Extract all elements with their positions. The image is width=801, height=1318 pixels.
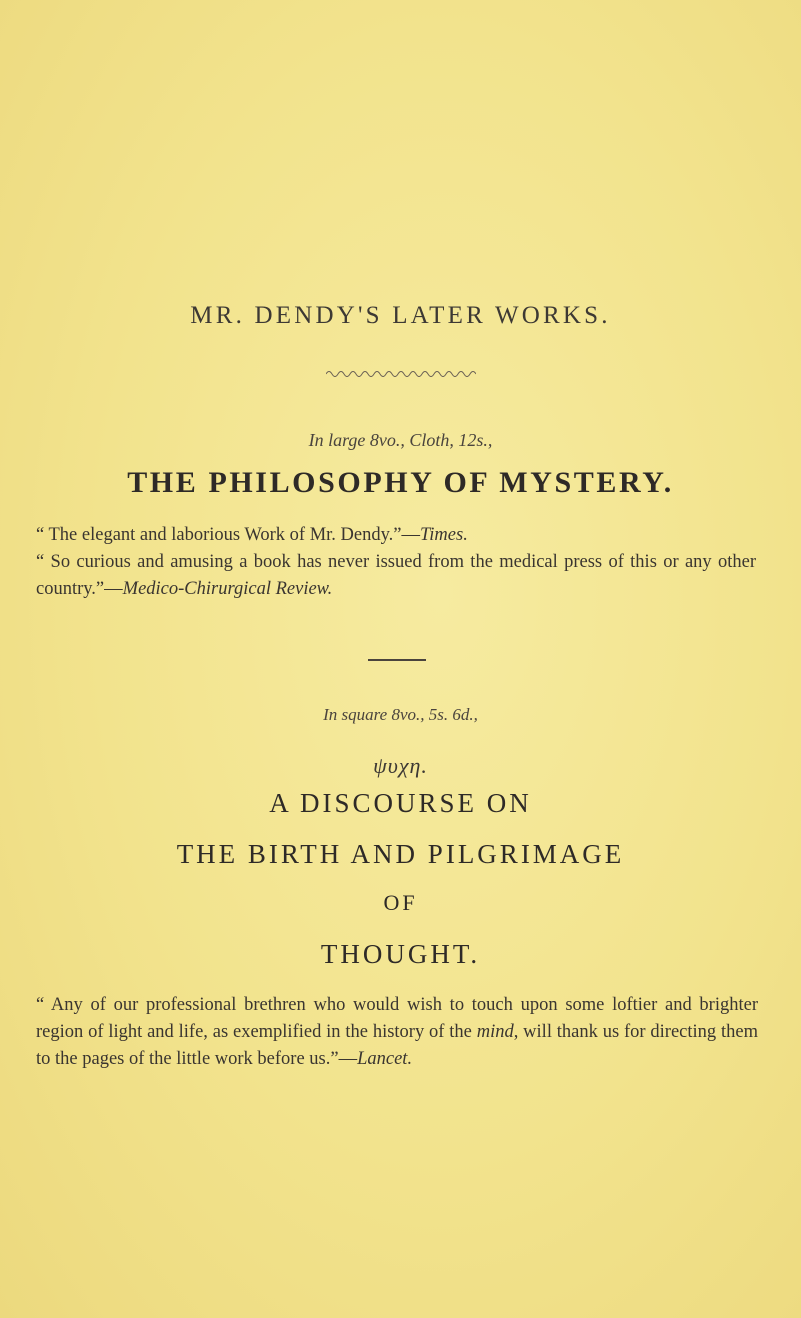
quote-text: “ So curious and amusing a book has never issued from the medical press of this or any other country.”— xyxy=(36,552,756,599)
review-quote-medico-chirurgical xyxy=(36,549,756,603)
title-philosophy-of-mystery: THE PHILOSOPHY OF MYSTERY. xyxy=(127,466,674,499)
quote-text-part-1: “ Any of our professional brethren who would wish to touch upon some loftier and brighter region of light and life, as exemplified in the history of the xyxy=(36,995,758,1042)
review-quote-times xyxy=(36,522,756,549)
series-heading: MR. DENDY'S LATER WORKS. xyxy=(190,302,611,329)
wavy-rule-ornament xyxy=(326,368,476,380)
edition-note-discourse: In square 8vo., 5s. 6d., xyxy=(323,705,478,724)
review-quote-lancet xyxy=(36,992,758,1073)
quote-text-part-2: , will thank us for directing them to the pages of the little work before us.”— xyxy=(36,1022,758,1069)
title-discourse-line-2: THE BIRTH AND PILGRIMAGE xyxy=(176,839,625,869)
title-discourse-line-1: A DISCOURSE ON xyxy=(269,788,532,818)
section-divider xyxy=(368,659,426,661)
quote-text: “ The elegant and laborious Work of Mr. Dendy.”— xyxy=(36,525,421,545)
title-discourse-line-4: THOUGHT. xyxy=(320,939,481,969)
quote-source: Lancet. xyxy=(357,1049,413,1069)
title-discourse-line-3: OF xyxy=(383,890,418,915)
greek-epigraph: ψυχη. xyxy=(373,753,428,778)
quote-emphasis-mind: mind xyxy=(476,1022,514,1042)
edition-note-philosophy: In large 8vo., Cloth, 12s., xyxy=(308,430,493,450)
quote-source: Medico-Chirurgical Review. xyxy=(122,579,333,599)
quote-source: Times. xyxy=(420,525,468,545)
